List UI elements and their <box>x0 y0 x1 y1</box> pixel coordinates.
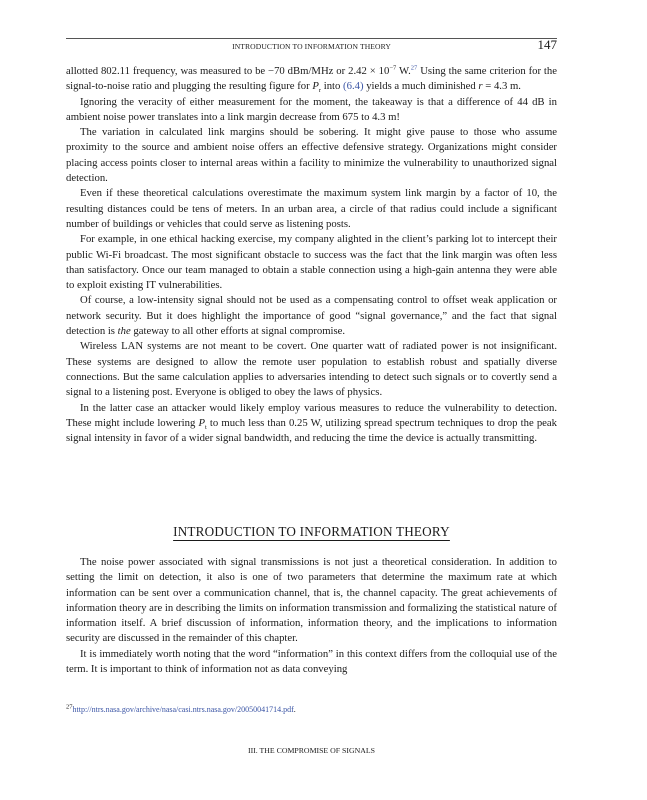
page-number: 147 <box>537 37 557 52</box>
running-title: INTRODUCTION TO INFORMATION THEORY <box>232 42 391 51</box>
paragraph: Wireless LAN systems are not meant to be covert. One quarter watt of radiated power is not insignificant. These systems are designed to allow the remote user population to establish robust and spatially diverse connections. But the same calculation applies to adversaries intending to detect such signals or to covertly send a signal to a listening post. Everyone is obliged to obey the laws of physics. <box>66 340 557 399</box>
running-head <box>66 37 557 57</box>
footnote-mark: 27 <box>66 703 73 711</box>
paragraph: Even if these theoretical calculations overestimate the maximum system link margin by a factor of 10, the resulting distances could be tens of meters. In an urban area, a circle of that radius could include a significant number of buildings or vehicles that could serve as listening posts. <box>66 187 557 230</box>
paragraph: The noise power associated with signal transmissions is not just a theoretical consideration. In addition to setting the limit on detection, it also is one of two parameters that determine the maximum rate at which information can be sent over a communication channel, that is, the channel capacity. The great achievements of information theory are in describing the limits on information transmission and formalizing the statistical nature of information itself. A brief discussion of information, information theory, and the implications to information security are discussed in the remainder of this chapter. <box>66 556 557 645</box>
paragraph: Ignoring the veracity of either measurement for the moment, the takeaway is that a difference of 44 dB in ambient noise power translates into a link margin decrease from 675 to 4.3 m! <box>66 95 557 123</box>
paragraph: allotted 802.11 frequency, was measured to be −70 dBm/MHz or $2.42 \times 10^{-7}$ W.$^{27}$ Using the same criterion for the signal-to-noise ratio and plugging the resulting figure for $P_r$ into (6.4) yields a much diminished r = 4.3 m. <box>66 64 557 95</box>
body-text-bottom <box>66 555 557 677</box>
footnote-ref[interactable]: 27 <box>410 64 418 72</box>
paragraph: It is immediately worth noting that the word “information” in this context differs from the colloquial use of the term. It is important to think of information not as data conveying <box>66 647 557 676</box>
body-text-top <box>66 64 557 446</box>
exponent: −7 <box>389 64 397 72</box>
paragraph: The variation in calculated link margins should be sobering. It might give pause to those who assume proximity to the source and ambient noise offers an effective defensive strategy. Organizations might consider placing access points closer to internal areas within a facility to minimize the vulnerability to unauthorized signal detection. <box>66 126 557 185</box>
paragraph: Of course, a low-intensity signal should not be used as a compensating control to offset weak application or network security. But it does highlight the importance of good “signal governance,” and the fact that signal detection is the gateway to all other efforts at signal compromise. <box>66 294 557 338</box>
paragraph: In the latter case an attacker would likely employ various measures to reduce the vulnerability to detection. These might include lowering $P_t$ to much less than 0.25 W, utilizing spread spectrum techniques to drop the peak signal intensity in favor of a wider signal bandwidth, and reducing the time the device is actually transmitting. <box>66 401 557 445</box>
footnote: $^{27}$http://ntrs.nasa.gov/archive/nasa/casi.ntrs.nasa.gov/20050041714.pdf. <box>66 703 296 714</box>
footnote-url-link[interactable]: http://ntrs.nasa.gov/archive/nasa/casi.ntrs.nasa.gov/20050041714.pdf <box>72 705 294 714</box>
section-heading: INTRODUCTION TO INFORMATION THEORY <box>173 524 450 539</box>
equation-ref-link[interactable]: (6.4) <box>343 80 364 93</box>
paragraph: For example, in one ethical hacking exercise, my company alighted in the client’s parking lot to intercept their public Wi-Fi broadcast. The most significant obstacle to success was the fact that the link margin was often less than satisfactory. Once our team managed to obtain a stable connection using a high-gain antenna they were able to exploit existing IT vulnerabilities. <box>66 233 557 292</box>
page-footer: III. THE COMPROMISE OF SIGNALS <box>247 746 375 755</box>
